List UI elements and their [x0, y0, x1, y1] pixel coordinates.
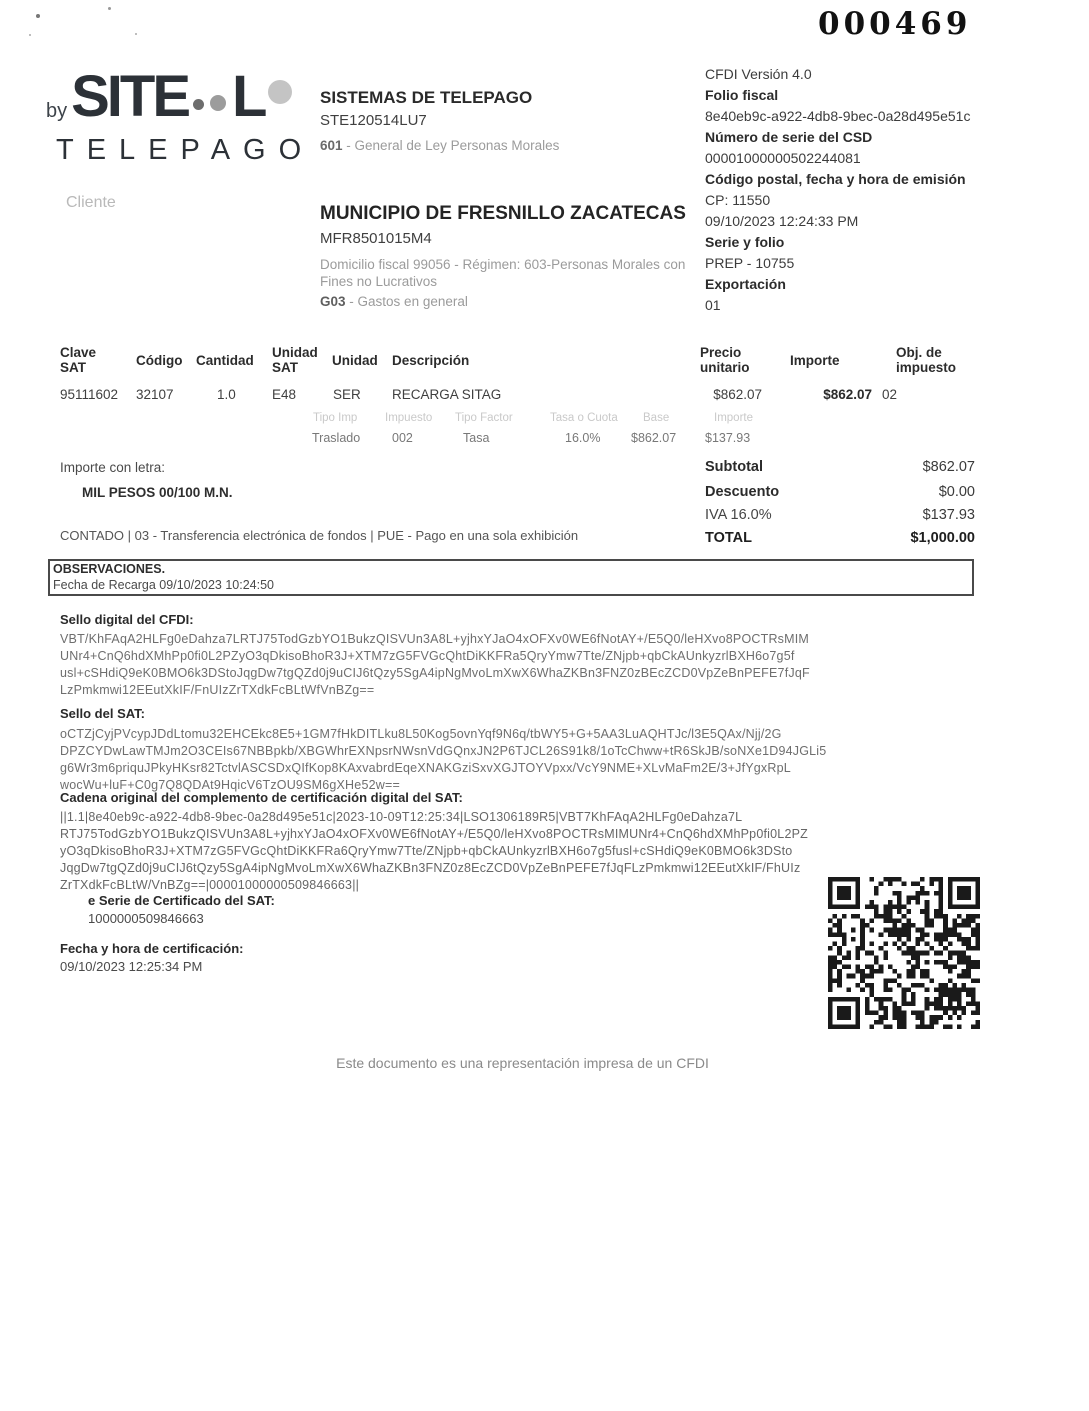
scan-speck: [36, 14, 40, 18]
sello-cfdi-line: UNr4+CnQ6hdXMhPp0fi0L2PZyO3qDkisoBhoR3J+XTM7zG5FVGcQhtDiKKFRa5QryYmw7Tte/ZNjpb+qbCkAUnkyzrlBXH6o7g5f: [60, 649, 795, 663]
emitter-rfc: STE120514LU7: [320, 112, 427, 129]
cell-cantidad: 1.0: [217, 387, 236, 402]
logo-by-text: by: [46, 99, 68, 122]
folio-fiscal-label: Folio fiscal: [705, 87, 779, 103]
tax-col-tipo-imp: Tipo Imp: [313, 412, 358, 424]
sello-cfdi-text: [60, 631, 810, 699]
cell-unidad-sat: E48: [272, 387, 297, 402]
qr-code: [828, 874, 980, 1032]
cell-importe: $862.07: [823, 387, 872, 402]
scan-speck: [108, 7, 111, 10]
serie-folio-value: PREP - 10755: [705, 255, 795, 271]
col-precio-unitario: Precio unitario: [700, 345, 750, 375]
logo-dot-icon: [268, 80, 292, 104]
col-clave-sat: Clave SAT: [60, 345, 97, 375]
logo-site-text: SITE: [71, 64, 189, 129]
cadena-line: JqgDw7tgQZd0j9uCIJ6tQzy5SgA4ipNgMvoLmXwX6WhaZKBn3FNZ0z8EcZCD0VpZeBnPEFE7fJqFLzPmkmwi12EEutXkIF/FhUIz: [60, 861, 801, 875]
cfdi-info-panel: [705, 64, 1035, 316]
observaciones-label: OBSERVACIONES.: [53, 562, 166, 576]
logo-l-text: L: [232, 64, 265, 129]
cfdi-version: CFDI Versión 4.0: [705, 66, 812, 82]
descuento-label: Descuento: [705, 484, 780, 500]
subtotal-label: Subtotal: [705, 459, 763, 475]
cell-precio-unitario: $862.07: [713, 387, 762, 402]
tax-val-tipo-factor: Tasa: [463, 431, 490, 445]
tax-col-importe: Importe: [714, 412, 753, 424]
folio-fiscal-value: 8e40eb9c-a922-4db8-9bec-0a28d495e51c: [705, 108, 971, 124]
scan-speck: [29, 34, 31, 36]
uso-cfdi-text: - Gastos en general: [349, 294, 468, 309]
cert-fecha-label: Fecha y hora de certificación:: [60, 941, 244, 956]
col-obj-impuesto: Obj. de impuesto: [896, 345, 957, 375]
cell-clave-sat: 95111602: [60, 387, 119, 402]
cert-fecha-value: 09/10/2023 12:25:34 PM: [60, 959, 203, 974]
cell-obj-impuesto: 02: [882, 387, 898, 402]
tax-val-base: $862.07: [631, 431, 677, 445]
iva-value: $137.93: [922, 507, 975, 523]
cert-sat-value: 1000000509846663: [88, 911, 204, 926]
total-value: $1,000.00: [910, 530, 975, 546]
client-domicilio: Domicilio fiscal 99056 - Régimen: 603-Personas Morales con Fines no Lucrativos: [320, 257, 686, 289]
regimen-text: - General de Ley Personas Morales: [346, 138, 560, 153]
sello-sat-line: DPZCYDwLawTMJm2O3CEIs67NBBpkb/XBGWhrEXNpsrNWsnVdGQnxJN2P6TJCL26S91k8/1oTcChww+tR6SkJB/soNXe1D94JGLi5: [60, 744, 827, 758]
client-section-label: Cliente: [66, 194, 116, 211]
tax-val-impuesto: 002: [392, 431, 413, 445]
tax-col-base: Base: [643, 412, 670, 424]
col-descripcion: Descripción: [392, 353, 470, 368]
tax-col-impuesto: Impuesto: [385, 412, 433, 424]
cell-descripcion: RECARGA SITAG: [392, 387, 502, 402]
observaciones-text: Fecha de Recarga 09/10/2023 10:24:50: [53, 578, 275, 592]
sitel-telepago-logo: [46, 64, 336, 178]
sello-cfdi-line: usl+cSHdiQ9eK0BMO6k3DStoJqgDw7tgQZd0j9uCIJ6tQzy5SgA4ipNgMvoLmXwX6WhaZKBn3FNZ0zBEcZCD0VpZeBnPEFE7fJqF: [60, 666, 810, 680]
tax-val-importe: $137.93: [705, 431, 751, 445]
csd-label: Número de serie del CSD: [705, 129, 873, 145]
scan-speck: [135, 33, 137, 35]
fecha-emision-value: 09/10/2023 12:24:33 PM: [705, 213, 859, 229]
tax-val-tasa-cuota: 16.0%: [565, 431, 601, 445]
payment-method-line: CONTADO | 03 - Transferencia electrónica de fondos | PUE - Pago en una sola exhibición: [60, 528, 579, 543]
csd-value: 00001000000502244081: [705, 150, 861, 166]
col-codigo: Código: [136, 353, 183, 368]
cadena-line: yO3qDkisoBhoR3J+XTM7zG5FVGcQhtDiKKFRa6QryYmw7Tte/ZNjpb+qbCkAUnkyzrlBXH6o7g5fusl+cSHdiQ9eK0BMO6k3DSto: [60, 844, 793, 858]
sello-sat-label: Sello del SAT:: [60, 706, 145, 721]
sello-sat-line: oCTZjCyjPVcypJDdLtomu32EHCEkc8E5+1GM7fHkDITLku8L50Kog5ovnYqf9N6q/tbWY5+G+5AA3LuAQHTJc/l3E5QAx/Njj/2G: [60, 727, 782, 741]
regimen-code: 601: [320, 138, 343, 153]
sello-cfdi-label: Sello digital del CFDI:: [60, 612, 194, 627]
tax-col-tasa-cuota: Tasa o Cuota: [550, 412, 618, 424]
cadena-line: ZrTXdkFcBLtW/VnBZg==|00001000000509846663||: [60, 878, 360, 892]
iva-label: IVA 16.0%: [705, 507, 772, 523]
cert-sat-label: e Serie de Certificado del SAT:: [88, 893, 275, 908]
footer-disclaimer: Este documento es una representación impresa de un CFDI: [336, 1055, 709, 1071]
col-unidad: Unidad: [332, 353, 378, 368]
cell-unidad: SER: [333, 387, 361, 402]
tax-val-tipo-imp: Traslado: [312, 431, 361, 445]
tax-col-tipo-factor: Tipo Factor: [455, 412, 513, 424]
col-unidad-sat: Unidad SAT: [272, 345, 318, 375]
cadena-line: RTJ75TodGzbYO1BukzQISVUn3A8L+yjhxYJaO4xOFXv0WE6fNotAY+/E5Q0/leHXvo8POCTRsMIMUNr4+CnQ6hdXMhPp0fi0L2PZ: [60, 827, 808, 841]
subtotal-value: $862.07: [922, 459, 975, 475]
cp-value: CP: 11550: [705, 192, 771, 208]
importe-con-letra-value: MIL PESOS 00/100 M.N.: [82, 485, 233, 500]
exportacion-label: Exportación: [705, 276, 786, 292]
sello-cfdi-line: LzPmkmwi12EEutXkIF/FnUIzZrTXdkFcBLtWfVnBZg==: [60, 683, 375, 697]
logo-telepago-text: TELEPAGO: [56, 134, 315, 166]
total-label: TOTAL: [705, 530, 752, 546]
cadena-original-label: Cadena original del complemento de certificación digital del SAT:: [60, 790, 463, 805]
serie-folio-label: Serie y folio: [705, 234, 785, 250]
cp-fecha-label: Código postal, fecha y hora de emisión: [705, 171, 966, 187]
sello-cfdi-line: VBT/KhFAqA2HLFg0eDahza7LRTJ75TodGzbYO1BukzQISVUn3A8L+yjhxYJaO4xOFXv0WE6fNotAY+/E5Q0/leHXvo8POCTRsMIM: [60, 632, 810, 646]
cadena-line: ||1.1|8e40eb9c-a922-4db8-9bec-0a28d495e51c|2023-10-09T12:25:34|LSO1306189R5|VBT7KhFAqA2HLFg0eDahza7L: [60, 810, 743, 824]
client-name: MUNICIPIO DE FRESNILLO ZACATECAS: [320, 203, 686, 224]
emitter-regimen: [320, 138, 559, 153]
emitter-name: SISTEMAS DE TELEPAGO: [320, 88, 533, 107]
logo-dot-icon: [193, 99, 204, 110]
client-uso-cfdi: [320, 294, 468, 309]
sello-sat-line: wocWu+luF+C0g7Q8QDAt9HqicV6TzOU9SM6gXHe52w==: [60, 778, 400, 792]
sello-sat-text: [60, 726, 826, 794]
logo-dot-icon: [210, 95, 226, 111]
sello-sat-line: g6Wr3m6priquJPkyHKsr82TctvlASCSDxQIfKop8KAxvabrdEqeXNAKGziSxvXGJTOYVpxx/VcY9NME+XLvMaFm2E/3+JfYgxRpL: [60, 761, 791, 775]
client-rfc: MFR8501015M4: [320, 230, 432, 247]
importe-con-letra-label: Importe con letra:: [60, 460, 166, 475]
col-importe: Importe: [790, 353, 840, 368]
uso-cfdi-code: G03: [320, 294, 346, 309]
stamped-folio-number: 000469: [818, 6, 972, 42]
descuento-value: $0.00: [938, 484, 975, 500]
cell-codigo: 32107: [136, 387, 174, 402]
col-cantidad: Cantidad: [196, 353, 254, 368]
exportacion-value: 01: [705, 297, 721, 313]
cadena-original-text: [60, 809, 808, 894]
